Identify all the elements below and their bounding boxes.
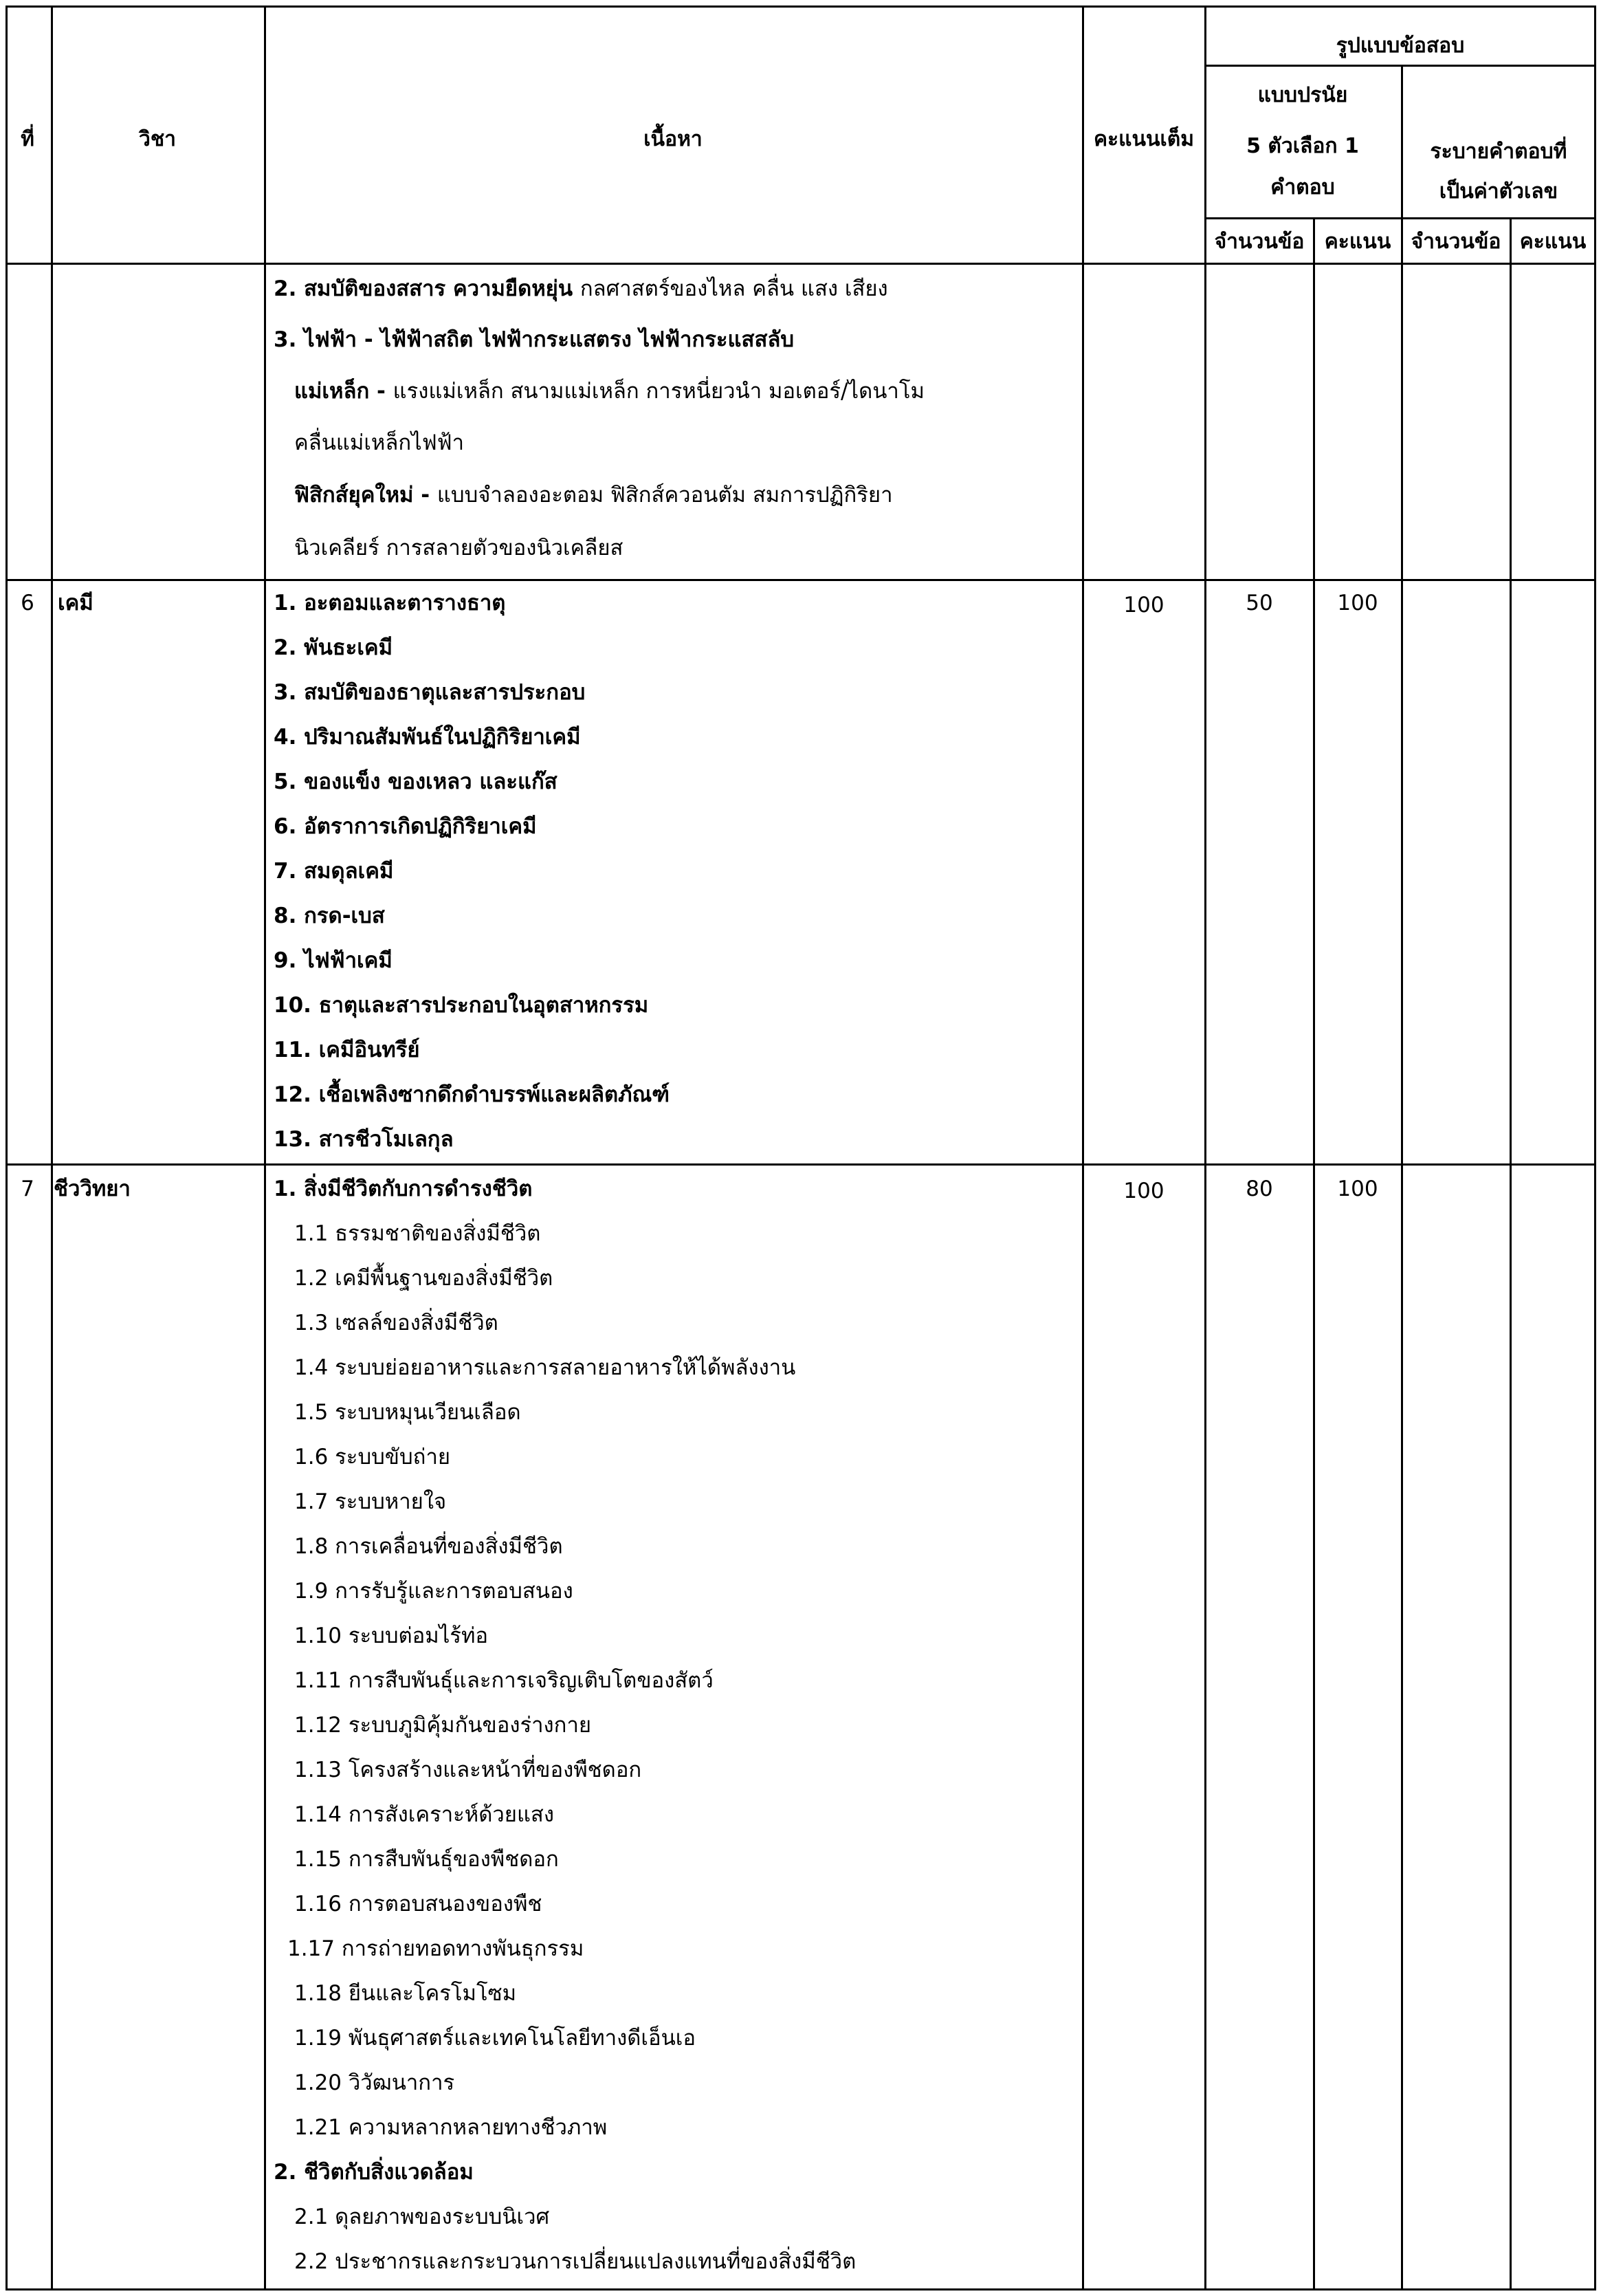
biology-topic: 1.21 ความหลากหลายทางชีวภาพ (294, 2115, 608, 2140)
physics-line: แม่เหล็ก - แรงแม่เหล็ก สนามแม่เหล็ก การหนี่ยวนำ มอเตอร์/ไดนาโม (294, 379, 925, 404)
biology-topic: 1.17 การถ่ายทอดทางพันธุกรรม (287, 1936, 584, 1961)
biology-topic: 1.4 ระบบย่อยอาหารและการสลายอาหารให้ได้พลังงาน (294, 1355, 796, 1380)
table-border-left (5, 6, 8, 2290)
physics-line: ฟิสิกส์ยุคใหม่ - แบบจำลองอะตอม ฟิสิกส์ควอนตัม สมการปฏิกิริยา (294, 483, 893, 507)
biology-topic: 1.13 โครงสร้างและหน้าที่ของพืชดอก (294, 1758, 642, 1782)
physics-line: 2. สมบัติของสสาร ความยืดหยุ่น กลศาสตร์ของไหล คลื่น แสง เสียง (274, 276, 888, 301)
col-line-mc-score (1313, 217, 1315, 2290)
biology-topic: 1.18 ยีนและโครโมโซม (294, 1981, 517, 2006)
chemistry-topic: 11. เคมีอินทรีย์ (274, 1038, 420, 1062)
chemistry-topic: 10. ธาตุและสารประกอบในอุตสาหกรรม (274, 993, 649, 1018)
biology-topic: 1.15 การสืบพันธุ์ของพืชดอก (294, 1847, 559, 1872)
biology-full-score: 100 (1123, 1179, 1164, 1203)
header-exam-format: รูปแบบข้อสอบ (1336, 34, 1465, 58)
chemistry-subject: เคมี (58, 591, 93, 615)
header-mc-score: คะแนน (1324, 230, 1391, 254)
biology-mc-score: 100 (1337, 1177, 1378, 1201)
biology-topic: 1.6 ระบบขับถ่าย (294, 1445, 451, 1469)
biology-topic: 1.2 เคมีพื้นฐานของสิ่งมีชีวิต (294, 1266, 553, 1291)
row-divider-chemistry (5, 579, 1596, 581)
header-divider-exam-format (1204, 65, 1596, 67)
biology-topic: 1.20 วิวัฒนาการ (294, 2070, 455, 2095)
biology-mc-count: 80 (1246, 1177, 1273, 1201)
chemistry-topic: 6. อัตราการเกิดปฏิกิริยาเคมี (274, 814, 537, 839)
header-mc-line2: 5 ตัวเลือก 1 (1246, 134, 1359, 158)
chemistry-full-score: 100 (1123, 593, 1164, 617)
biology-topic: 1.8 การเคลื่อนที่ของสิ่งมีชีวิต (294, 1534, 563, 1559)
biology-topic: 1.5 ระบบหมุนเวียนเลือด (294, 1400, 521, 1425)
chemistry-topic: 3. สมบัติของธาตุและสารประกอบ (274, 680, 586, 705)
header-mc-count: จำนวนข้อ (1214, 230, 1305, 254)
physics-line: นิวเคลียร์ การสลายตัวของนิวเคลียส (294, 536, 623, 560)
chemistry-mc-count: 50 (1246, 591, 1273, 615)
header-subject: วิชา (138, 127, 177, 151)
biology-topic: 2.1 ดุลยภาพของระบบนิเวศ (294, 2205, 550, 2229)
biology-no: 7 (21, 1177, 34, 1201)
row-divider-biology (5, 1163, 1596, 1166)
biology-topic: 2.2 ประชากรและกระบวนการเปลี่ยนแปลงแทนที่ของสิ่งมีชีวิต (294, 2249, 857, 2274)
biology-topic: 1.12 ระบบภูมิคุ้มกันของร่างกาย (294, 1713, 592, 1738)
header-mc-line1: แบบปรนัย (1257, 83, 1348, 107)
header-num-score: คะแนน (1519, 230, 1587, 254)
col-line-num-score (1510, 217, 1512, 2290)
biology-section-title: 2. ชีวิตกับสิ่งแวดล้อม (274, 2160, 474, 2185)
chemistry-topic: 1. อะตอมและตารางธาตุ (274, 591, 506, 615)
header-numeric-line2: เป็นค่าตัวเลข (1439, 179, 1558, 204)
biology-topic: 1.11 การสืบพันธุ์และการเจริญเติบโตของสัตว์ (294, 1668, 714, 1693)
table-border-bottom (5, 2288, 1596, 2290)
chemistry-topic: 5. ของแข็ง ของเหลว และแก๊ส (274, 769, 557, 794)
header-numeric-line1: ระบายคำตอบที่ (1430, 140, 1567, 164)
biology-topic: 1.14 การสังเคราะห์ด้วยแสง (294, 1802, 554, 1827)
chemistry-topic: 2. พันธะเคมี (274, 635, 393, 660)
header-divider-subcols (1204, 217, 1596, 219)
header-no: ที่ (21, 127, 34, 151)
chemistry-topic: 13. สารชีวโมเลกุล (274, 1127, 454, 1152)
biology-section-title: 1. สิ่งมีชีวิตกับการดำรงชีวิต (274, 1177, 533, 1201)
header-mc-line3: คำตอบ (1270, 175, 1335, 199)
table-border-right (1594, 6, 1596, 2290)
chemistry-topic: 12. เชื้อเพลิงซากดึกดำบรรพ์และผลิตภัณฑ์ (274, 1082, 670, 1107)
physics-line: คลื่นแม่เหล็กไฟฟ้า (294, 430, 465, 455)
biology-subject: ชีววิทยา (54, 1177, 131, 1201)
header-full-score: คะแนนเต็ม (1093, 127, 1195, 151)
table-border-top (5, 6, 1596, 8)
biology-topic: 1.7 ระบบหายใจ (294, 1489, 447, 1514)
col-line-mc (1204, 6, 1206, 2290)
chemistry-topic: 7. สมดุลเคมี (274, 859, 394, 884)
physics-line: 3. ไฟฟ้า - ไฟ้ฟ้าสถิต ไฟฟ้ากระแสตรง ไฟฟ้ากระแสสลับ (274, 327, 795, 352)
chemistry-topic: 8. กรด-เบส (274, 904, 385, 928)
header-num-count: จำนวนข้อ (1411, 230, 1501, 254)
col-line-content (264, 6, 266, 2290)
biology-topic: 1.10 ระบบต่อมไร้ท่อ (294, 1623, 489, 1648)
header-bottom-border (5, 263, 1596, 265)
chemistry-topic: 4. ปริมาณสัมพันธ์ในปฏิกิริยาเคมี (274, 725, 581, 750)
header-content: เนื้อหา (643, 127, 703, 151)
chemistry-no: 6 (21, 591, 34, 615)
biology-topic: 1.16 การตอบสนองของพืช (294, 1892, 542, 1916)
col-line-subject (51, 6, 53, 2290)
biology-topic: 1.1 ธรรมชาติของสิ่งมีชีวิต (294, 1221, 541, 1246)
chemistry-mc-score: 100 (1337, 591, 1378, 615)
col-line-numeric (1401, 65, 1403, 2290)
col-line-fullscore (1082, 6, 1084, 2290)
biology-topic: 1.19 พันธุศาสตร์และเทคโนโลยีทางดีเอ็นเอ (294, 2026, 696, 2051)
biology-topic: 1.3 เซลล์ของสิ่งมีชีวิต (294, 1311, 498, 1335)
chemistry-topic: 9. ไฟฟ้าเคมี (274, 948, 393, 973)
biology-topic: 1.9 การรับรู้และการตอบสนอง (294, 1579, 573, 1604)
